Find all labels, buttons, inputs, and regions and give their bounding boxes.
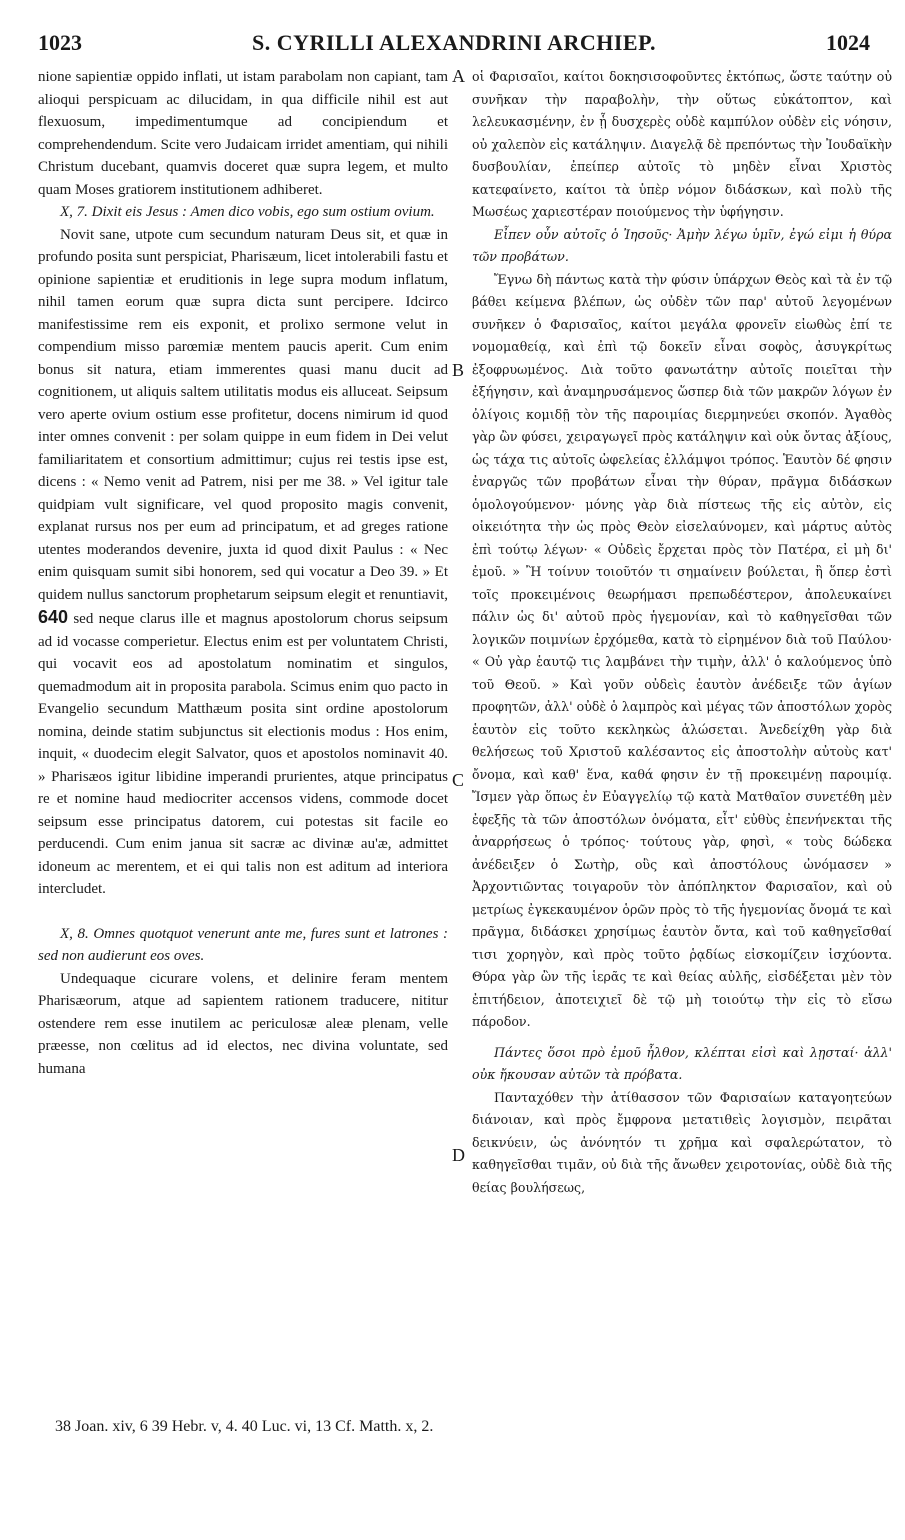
- greek-paragraph-1: οἱ Φαρισαῖοι, καίτοι δοκησισοφοῦντες ἐκτόπως, ὥστε ταύτην οὐ συνῆκαν τὴν παραβολὴν, τὴν οὕτως εὐκάτοπτον, καὶ λελευκασμένην, ἐν ᾗ δυσχερὲς οὐδὲ καμπύλον οὐδὲν εἰς νόησιν, οὐ χαλεπὸν εἰς κατάληψιν. Διαγελᾷ δὲ πρεπόντως τὴν Ἰουδαϊκὴν δυσβουλίαν, ἐπείπερ αὐτοῖς τὸ μηδὲν εἶναι Χριστὸς κατεφαίνετο, καίτοι τὰ ὑπὲρ νόμον διδάσκων, καὶ πολὺ τῆς Μωσέως χαριεστέραν ποιούμενος τὴν ὑφήγησιν.: [472, 69, 892, 219]
- latin-paragraph-2a: Novit sane, utpote cum secundum naturam Deus sit, et quæ in profundo posita sunt perspiciat, Pharisæum, licet intolerabili fastu et opinione sapientiæ et eruditionis in lege supra modum inflatum, nihil tamen eorum quæ supra dicta sunt percipere. Idcirco manifestissime rem eis exponit, et prolixo sermone velut in compendium misso parœmiæ mentem paucis aperit. Cum enim bonus sit natura, etiam immerentes quasi manu ducit ad cognitionem, ut aliquis saltem utilitatis modus eis alluceat. Seipsum vero aperte ovium ostium esse profitetur, docens nimirum id quod inter omnes convenit : per solam quippe in eum fidem in Dei velut familiaritatem et consortium admittimur; cujus rei testis ipse est, dicens : « Nemo venit ad Patrem, nisi per me 38. » Vel igitur tale quidpiam vult significare, vel quod proposito magis convenit, explanat rursus nos per eum ad principatum, et ad greges ratione utentes moderandos devenire, juxta id quod dixit Paulus : « Nec enim quisquam sumit sibi honorem, sed qui vocatur a Deo 39. » Et quidem nullus sanctorum prophetarum seipsum elegit et renuntiavit,: [38, 226, 448, 603]
- latin-paragraph-1: nione sapientiæ oppido inflati, ut istam parabolam non capiant, tam alioqui perspicuam ac dilucidam, in qua difficile nihil est aut flexuosum, impedimentumque ad concipiendum et comprehendendum. Scite vero Judaicam irridet amentiam, qui nihili Christum ducebant, quamvis doceret quæ supra legem, et multo quam Moses gratiorem institutionem adhiberet.: [38, 69, 448, 198]
- page-header: [38, 30, 870, 60]
- running-title: S. CYRILLI ALEXANDRINI ARCHIEP.: [251, 30, 657, 55]
- greek-paragraph-2: Ἔγνω δὴ πάντως κατὰ τὴν φύσιν ὑπάρχων Θεὸς καὶ τὰ ἐν τῷ βάθει κείμενα βλέπων, ὡς οὐδὲν τῶν παρ' αὐτοῦ λεγομένων συνῆκεν ὁ Φαρισαῖος, καίτοι μεγάλα φρονεῖν εἰωθὼς ἐπί τε νομομαθείᾳ, καὶ ἐπὶ τῷ δοκεῖν εἶναι σοφὸς, ἀσυγκρίτως ἐξοφρυωμένος. Διὰ τοῦτο φανωτάτην αὐτοῖς ποιεῖται τὴν ἐξήγησιν, καὶ ἀναμηρυσάμενος ὥσπερ διὰ τῶν μακρῶν λόγων ἐν ὀλίγοις κομιδῇ τὸν τῆς παροιμίας διερμηνεύει σκοπόν. Ἀγαθὸς γὰρ ὢν φύσει, χειραγωγεῖ πρὸς κατάληψιν καὶ οὐκ ὄντας ἀξίους, ὡς τάχα τις αὐτοῖς ὠφελείας ἐλλάμψοι τρόπος. Ἑαυτὸν δέ φησιν ἐναργῶς τῶν προβάτων εἶναι τὴν θύραν, πρᾶγμα διδάσκων ὁμολογούμενον· μόνης γὰρ διὰ πίστεως τῆς εἰς αὐτὸν, εἰς οἰκειότητα τὴν ὡς πρὸς Θεὸν εἰσελαύνομεν, καὶ μάρτυς αὐτὸς ἐπὶ τούτῳ λέγων· « Οὐδεὶς ἔρχεται πρὸς τὸν Πατέρα, εἰ μὴ δι' ἐμοῦ. » Ἢ τοίνυν τοιοῦτόν τι σημαίνειν βούλεται, ἢ ὅπερ ἐστὶ τοῖς προκειμένοις θεωρήμασι πρεπωδέστερον, ἀπολευκαίνει πάλιν ὡς δι' αὐτοῦ πρὸς ἡγεμονίαν, καὶ τὸ καθηγεῖσθαι τῶν λογικῶν ποιμνίων ἐρχόμεθα, κατὰ τὸ εἰρημένον διὰ τοῦ Παύλου· « Οὐ γὰρ ἑαυτῷ τις λαμβάνει τὴν τιμὴν, ἀλλ' ὁ καλούμενος ὑπὸ τοῦ Θεοῦ. » Καὶ γοῦν οὐδεὶς ἑαυτὸν ἀνέδειξε τῶν ἁγίων προφητῶν, ἀλλ' οὐδὲ ὁ λαμπρὸς καὶ μέγας τῶν ἀποστόλων χορὸς ἑαυτὸν εἰς τοῦτο κεκληκὼς ἁλώσεται. Ἀνεδείχθη γὰρ διὰ θελήσεως τοῦ Χριστοῦ καλέσαντος εἰς ἀποστολὴν αὐτοὺς κατ' ὄνομα, καὶ καθ' ἕνα, καθά φησιν ἐν τῇ προκειμένῃ παροιμίᾳ. Ἴσμεν γὰρ ὅπως ἐν Εὐαγγελίῳ τῷ κατὰ Ματθαῖον συνετέθη μὲν ἐφεξῆς τὰ τῶν ἀποστόλων ὀνόματα, εἶτ' εὐθὺς ἐπενήνεκται τῆς ἀναρρήσεως ὁ τρόπος· τούτους γὰρ, φησὶ, « τοὺς δώδεκα ἀνέδειξεν ὁ Σωτὴρ, οὓς καὶ ἀποστόλους ὠνόμασεν » Ἀρχοντιῶντας τοιγαροῦν τὸν ἀπόπληκτον Φαρισαῖον, καὶ οὐ μετρίως ἐγκεκαυμένον ὁρῶν πρὸς τὸ τῆς ἡγεμονίας ὄνομά τε καὶ πρᾶγμα, διδάσκει χρησίμως ἑαυτὸν ὄντα, καὶ τοῦ καθηγεῖσθαί τισι χορηγὸν, καὶ πρὸς τοῦτο ῥᾳδίως εἰσκομίζειν ἰσχύοντα. Θύρα γὰρ ὢν τῆς ἱερᾶς τε καὶ θείας αὐλῆς, εἰσδέξεται μὲν τὸν ἐπιτήδειον, ἀποτειχιεῖ δὲ τῷ μὴ τοιούτῳ τὴν εἰς τὸ εἴσω πάροδον.: [472, 271, 892, 1029]
- latin-paragraph-3: Undequaque cicurare volens, et delinire feram mentem Pharisæorum, atque ad sapientem rationem traducere, nititur ostendere rem esse inutilem ac periculosæ aleæ plenam, velle præesse, non cœlitus ad id electos, nec divina voluntate, sed humana: [38, 970, 448, 1077]
- margin-marker-a: A: [452, 66, 465, 86]
- margin-marker-b: B: [452, 360, 465, 380]
- column-number: 640: [38, 607, 69, 627]
- margin-marker-c: C: [452, 770, 465, 790]
- margin-marker-d: D: [452, 1145, 465, 1165]
- latin-column: [38, 66, 448, 1080]
- latin-lemma-2: X, 8. Omnes quotquot venerunt ante me, fures sunt et latrones : sed non audierunt eos oves.: [38, 925, 448, 964]
- page-number-right: 1024: [826, 30, 870, 55]
- greek-lemma-1: Εἶπεν οὖν αὐτοῖς ὁ Ἰησοῦς· Ἀμὴν λέγω ὑμῖν, ἐγώ εἰμι ἡ θύρα τῶν προβάτων.: [472, 226, 892, 264]
- greek-lemma-2: Πάντες ὅσοι πρὸ ἐμοῦ ἦλθον, κλέπται εἰσὶ καὶ λῃσταί· ἀλλ' οὐκ ἤκουσαν αὐτῶν τὰ πρόβατα.: [472, 1044, 892, 1082]
- footnotes: 38 Joan. xiv, 6 39 Hebr. v, 4. 40 Luc. vi, 13 Cf. Matth. x, 2.: [55, 1418, 434, 1435]
- latin-paragraph-2: [38, 224, 448, 901]
- latin-lemma-1: X, 7. Dixit eis Jesus : Amen dico vobis, ego sum ostium ovium.: [60, 204, 435, 220]
- page-number-left: 1023: [38, 30, 82, 55]
- latin-paragraph-2b: sed neque clarus ille et magnus apostolorum chorus seipsum ad id vocasse comperietur. Electus enim est per voluntatem Christi, qui vocavit eos ad apostolatum nominatim et singulos, quemadmodum ait in proposita parabola. Scimus enim quo pacto in Evangelio secundum Matthæum posita sint ordine apostolorum nomina, deinde statim subjunctus sit electionis modus : Hos enim, inquit, « duodecim elegit Salvator, quos et apostolos nominavit 40. » Pharisæos igitur libidine imperandi prurientes, atque principatus re et nomine haud mediocriter accensos videns, commode docet seipsum esse principatus datorem, cui potestas sit facile eo perducendi. Cum enim janua sit sacræ ac divinæ au'æ, admittet idoneum ac merentem, et ei qui talis non est aditum ad interiora intercludet.: [38, 611, 448, 897]
- greek-column: [472, 66, 892, 1199]
- greek-paragraph-3: Πανταχόθεν τὴν ἀτίθασσον τῶν Φαρισαίων καταγοητεύων διάνοιαν, καὶ πρὸς ἔμφρονα μετατιθεὶς λογισμὸν, πειρᾶται δεικνύειν, ὡς ἀνόνητόν τι χρῆμα καὶ σφαλερώτατον, τὸ καθηγεῖσθαι τιμᾶν, οὐ διὰ τῆς ἄνωθεν χειροτονίας, οὐδὲ διὰ τῆς θείας βουλήσεως,: [472, 1089, 892, 1195]
